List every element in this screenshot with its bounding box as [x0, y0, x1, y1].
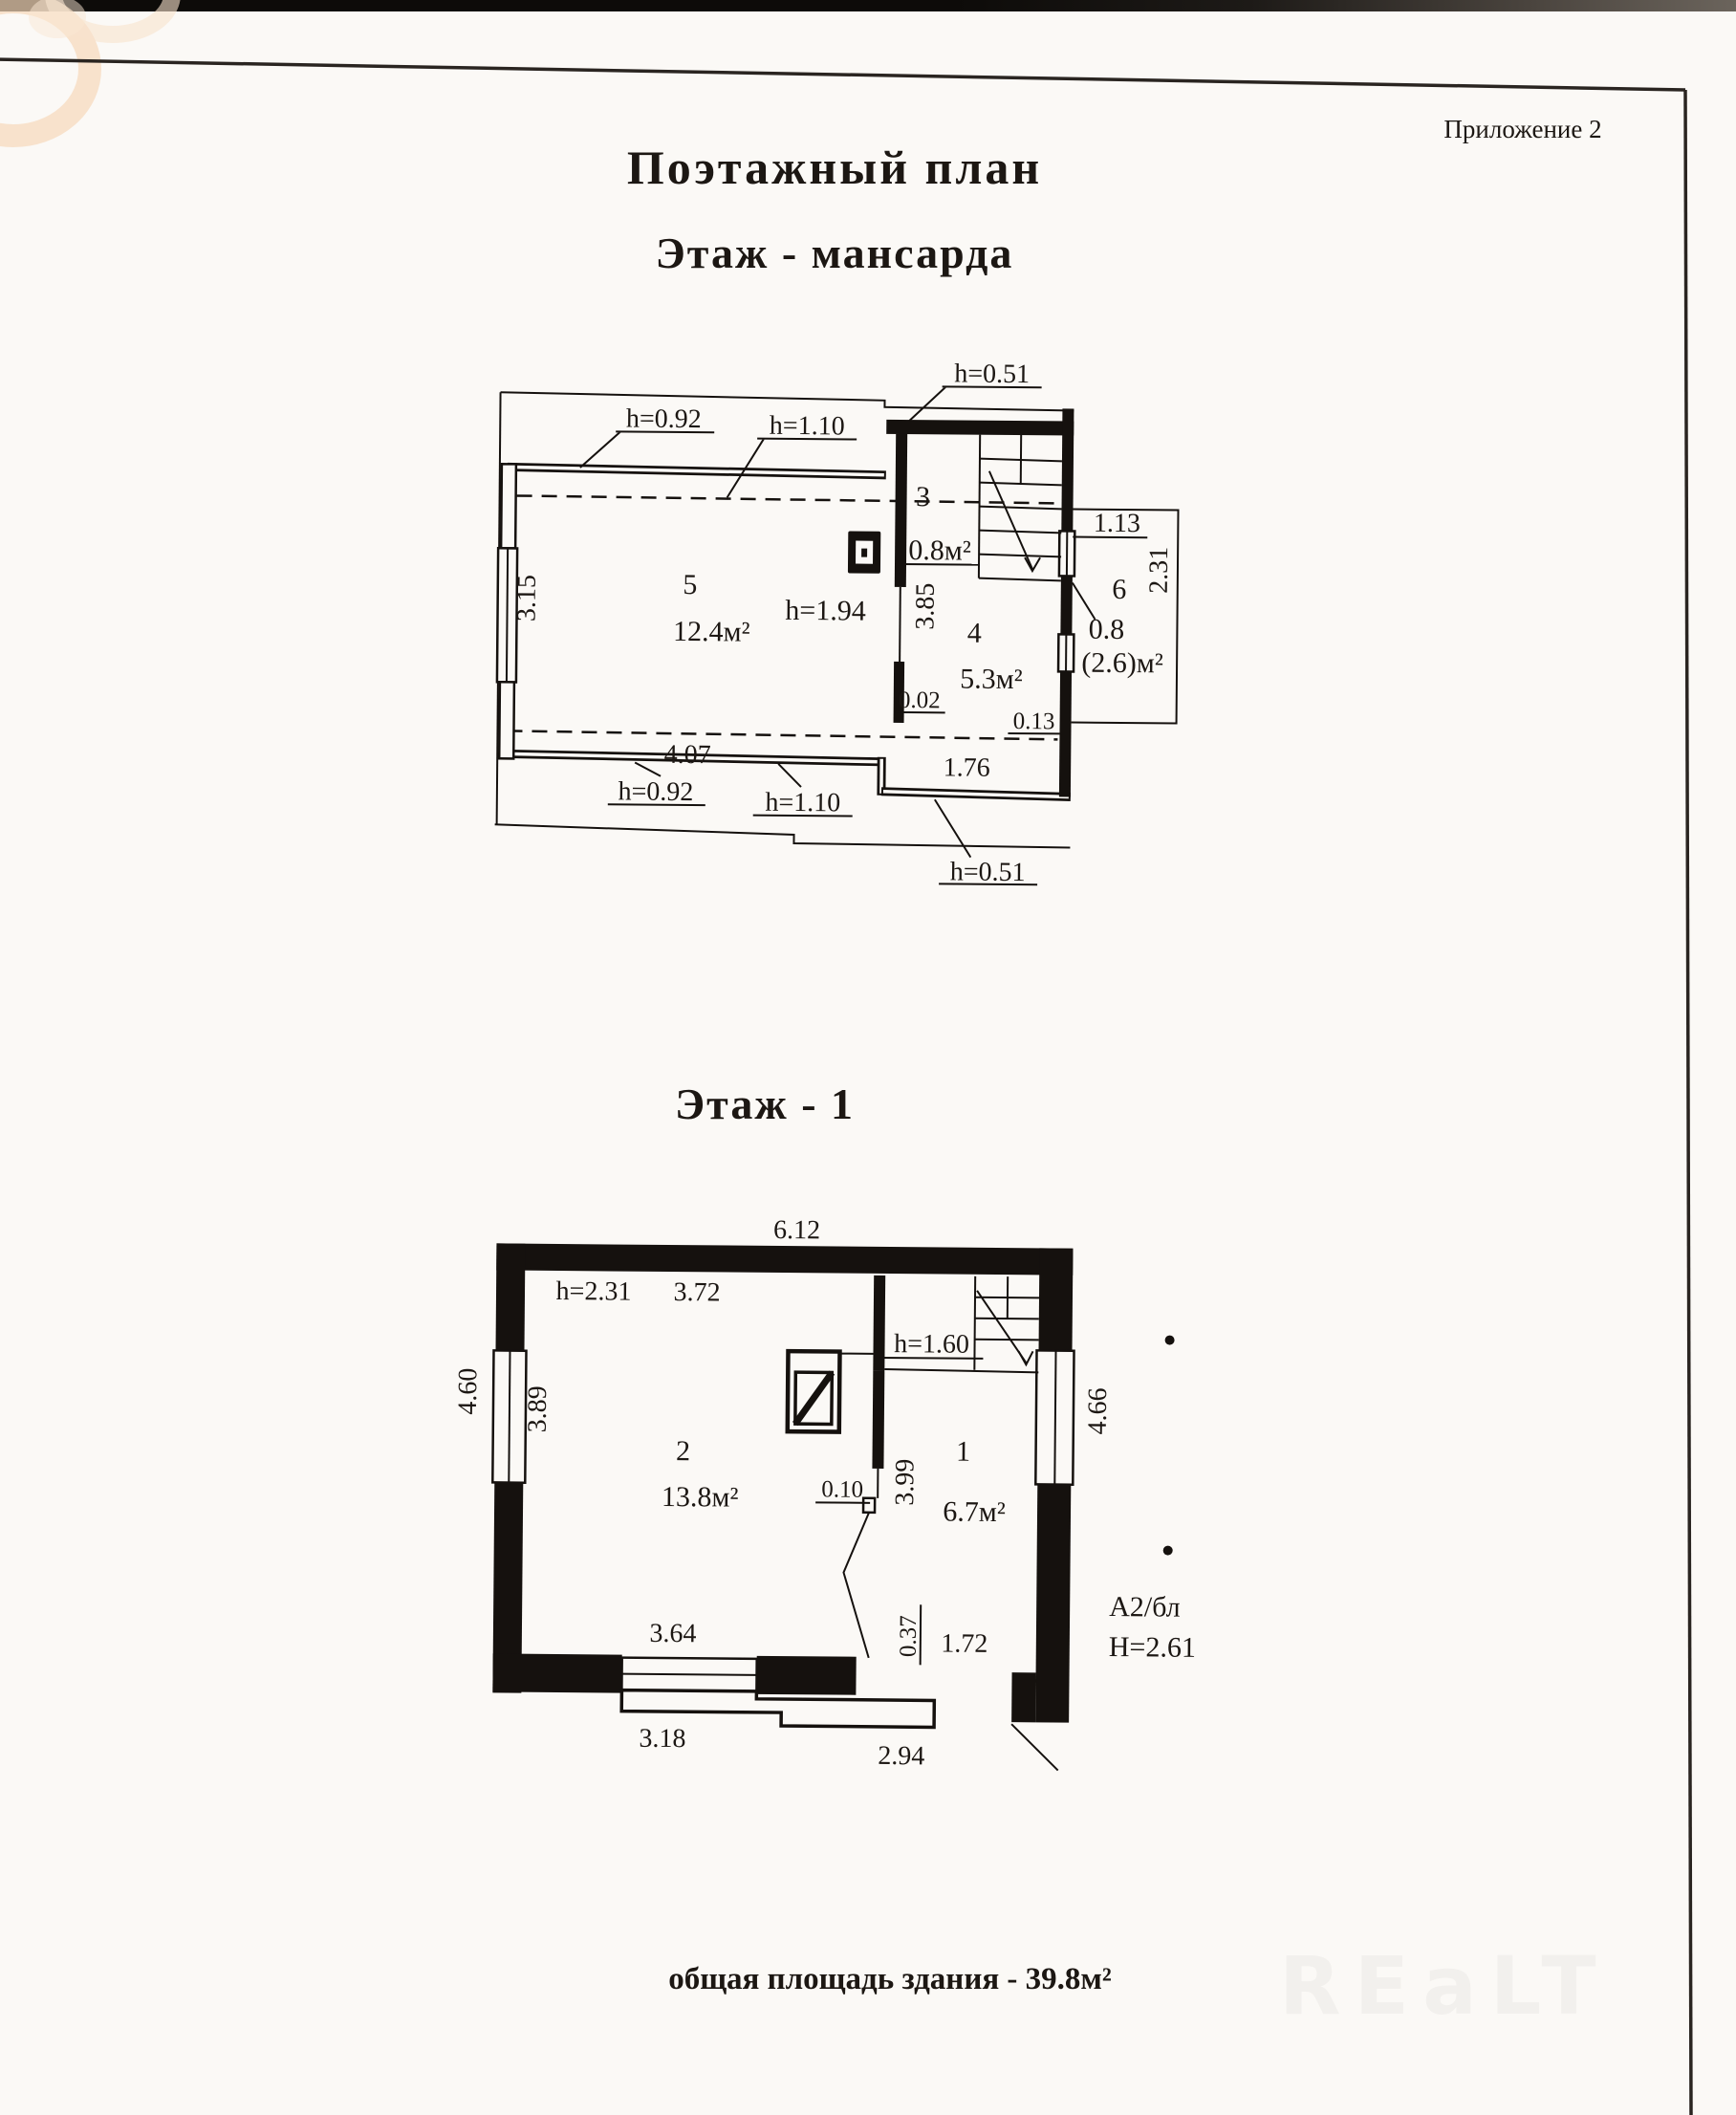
dim-label-113: 1.13 [1093, 508, 1141, 539]
dim-label-612: 6.12 [772, 1214, 821, 1246]
floor1-plan-drawing [445, 1186, 1204, 1785]
dim-label-364: 3.64 [649, 1618, 697, 1649]
floor1-stair-partition [873, 1276, 885, 1371]
room6-area-b: (2.6)м² [1081, 646, 1163, 680]
mansard-stairs [979, 435, 1062, 581]
room1-number: 1 [955, 1435, 971, 1468]
floor1-top-wall [496, 1243, 1073, 1275]
stove-icon [788, 1351, 874, 1432]
floor1-partition-lower [872, 1371, 884, 1469]
dim-label-002: 0.02 [898, 687, 941, 714]
mansard-floor-title: Этаж - мансарда [655, 229, 1014, 277]
room5-number: 5 [683, 568, 698, 601]
block-height-label: Н=2.61 [1108, 1631, 1197, 1664]
dim-label-h231: h=2.31 [555, 1276, 632, 1307]
dim-label-010: 0.10 [821, 1476, 864, 1503]
dim-label-315: 3.15 [511, 574, 542, 622]
stairs-down-arrow-icon [1025, 557, 1040, 571]
realt-watermark: REaLT [1279, 1939, 1610, 2033]
block-type-label: А2/бл [1109, 1591, 1181, 1624]
dim-label-385: 3.85 [910, 582, 941, 630]
dim-label-372: 3.72 [673, 1277, 721, 1308]
page-title: Поэтажный план [626, 141, 1043, 194]
floor1-title: Этаж - 1 [674, 1079, 856, 1128]
dim-label-h092-bottom: h=0.92 [618, 776, 694, 808]
dim-label-h092-top: h=0.92 [625, 403, 702, 435]
mansard-right-wall [1057, 408, 1076, 796]
room2-area: 13.8м² [661, 1480, 739, 1514]
mansard-stairwell-top-wall [886, 420, 1074, 436]
room2-number: 2 [675, 1435, 691, 1468]
dim-label-399: 3.99 [890, 1458, 921, 1506]
dim-label-h051-top: h=0.51 [954, 359, 1031, 390]
room3-area: 0.8м² [908, 534, 972, 567]
dim-label-176: 1.76 [943, 752, 990, 783]
mansard-partition-thin [900, 587, 901, 664]
floor1-left-wall [490, 1243, 527, 1692]
room3-number: 3 [915, 481, 931, 513]
room6-number: 6 [1112, 573, 1127, 606]
mansard-knee-walls [505, 467, 1074, 796]
dim-label-407: 4.07 [663, 739, 711, 771]
mansard-plan-drawing [464, 344, 1195, 905]
mansard-roof-outline-top [500, 392, 1074, 410]
annex-label: Приложение 2 [1443, 115, 1602, 143]
floor1-porch-slab [621, 1690, 934, 1728]
room5-area: 12.4м² [673, 615, 750, 648]
reference-dot-bottom [1163, 1546, 1173, 1556]
room1-area: 6.7м² [943, 1495, 1006, 1529]
dim-label-294: 2.94 [878, 1740, 925, 1772]
dim-label-h110-top: h=1.10 [769, 410, 845, 442]
floor1-bottom-wall [492, 1653, 856, 1694]
reference-dot-top [1165, 1336, 1175, 1345]
stairs-up-arrow-icon [1018, 1351, 1032, 1364]
dim-label-318: 3.18 [639, 1723, 686, 1755]
dim-label-h110-bottom: h=1.10 [765, 787, 841, 818]
total-area-label: общая площадь здания - 39.8м² [668, 1962, 1112, 1996]
room4-number: 4 [966, 617, 983, 649]
chimney-icon [848, 531, 880, 573]
dim-label-389: 3.89 [522, 1385, 553, 1433]
dim-label-172: 1.72 [941, 1628, 988, 1659]
mansard-balcony-outline [1072, 510, 1179, 724]
dim-label-013: 0.13 [1012, 708, 1055, 735]
room5-height: h=1.94 [785, 594, 866, 627]
dim-label-466: 4.66 [1082, 1387, 1114, 1435]
room6-area-a: 0.8 [1088, 613, 1125, 645]
mansard-dashed-contour-bottom [507, 730, 1057, 739]
floor1-010-marker [863, 1498, 875, 1513]
floor1-partition-diagonal [843, 1513, 870, 1658]
room4-area: 5.3м² [960, 663, 1023, 696]
dim-label-h051-bottom: h=0.51 [949, 857, 1026, 888]
dim-label-037: 0.37 [895, 1615, 922, 1658]
mansard-roof-outline-bottom [494, 824, 1070, 847]
mansard-dashed-contour-top [517, 495, 1060, 503]
dim-label-h160: h=1.60 [894, 1329, 970, 1360]
dim-label-231: 2.31 [1143, 546, 1175, 594]
dim-label-460: 4.60 [452, 1367, 484, 1415]
